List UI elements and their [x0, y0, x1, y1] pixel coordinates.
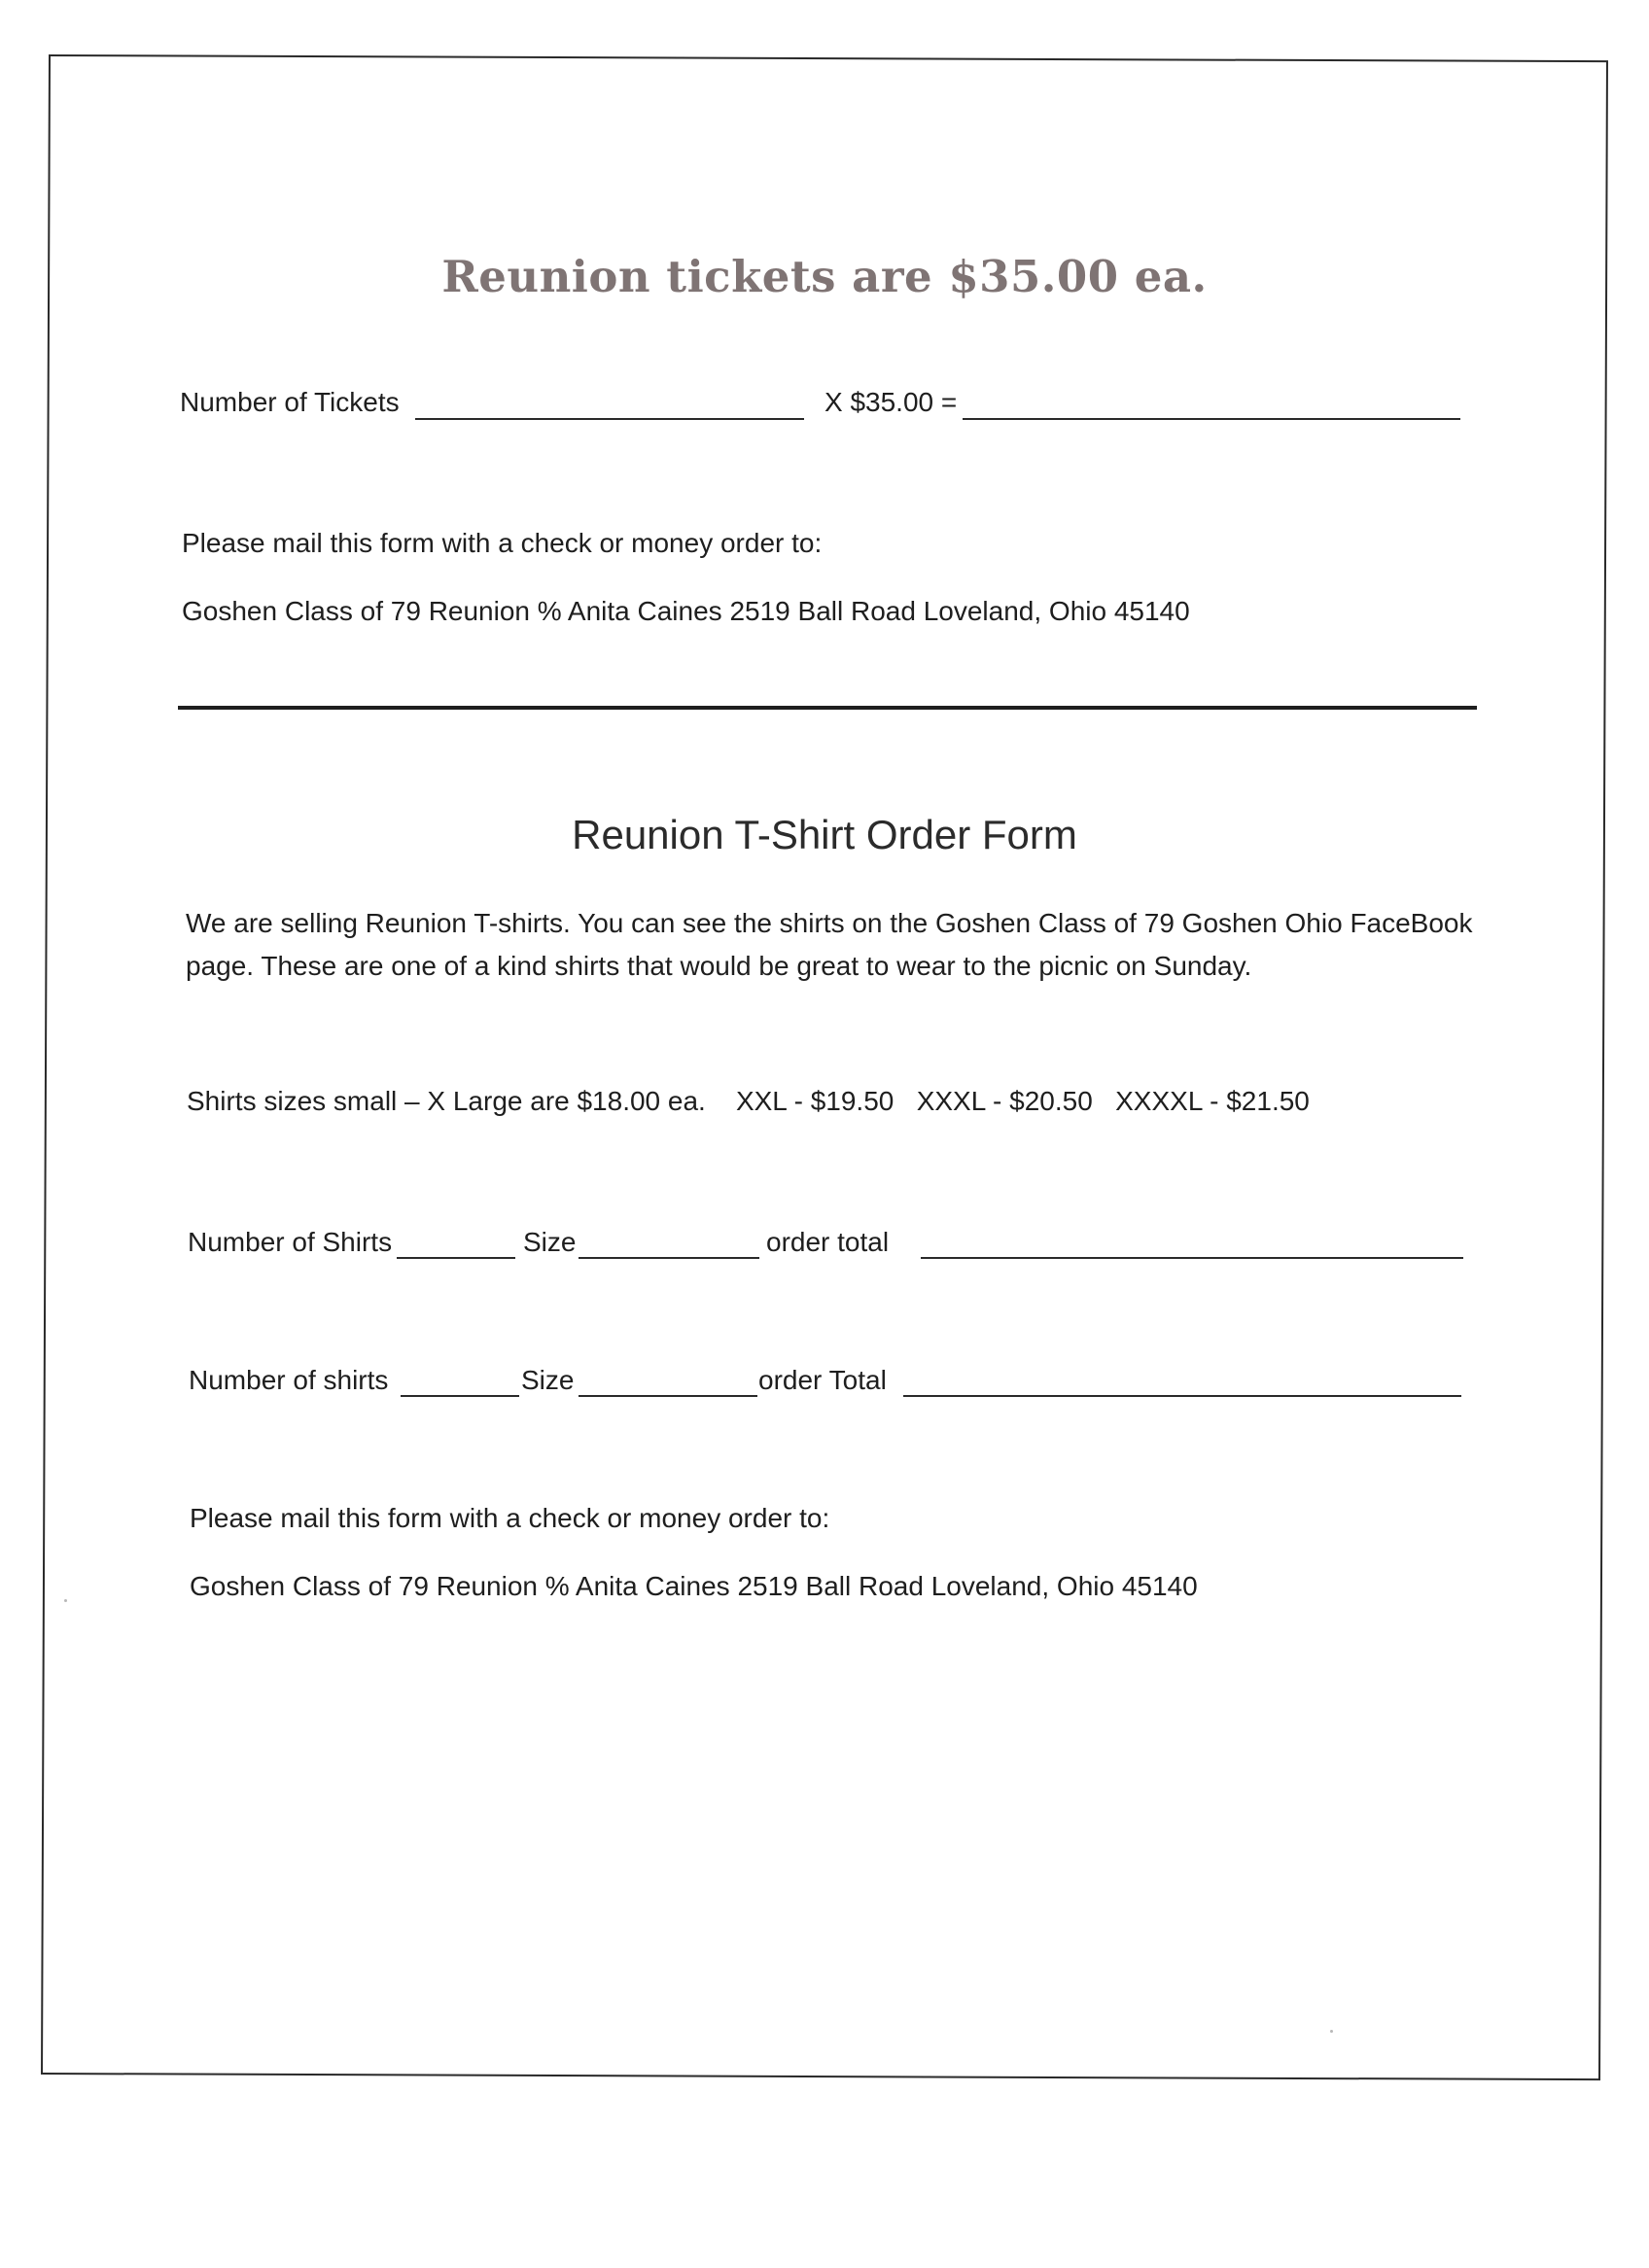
- row1-size-field[interactable]: [579, 1257, 759, 1259]
- number-of-tickets-label: Number of Tickets: [180, 387, 400, 417]
- tshirt-mail-instruction: Please mail this form with a check or money order to:: [190, 1503, 830, 1533]
- ticket-total-field[interactable]: [963, 418, 1460, 420]
- row1-order-total-field[interactable]: [921, 1257, 1463, 1259]
- tshirt-mailing-address: Goshen Class of 79 Reunion % Anita Caines 2519 Ball Road Loveland, Ohio 45140: [190, 1571, 1198, 1601]
- row2-size-label: Size: [521, 1365, 575, 1395]
- scan-speck: [64, 1599, 67, 1602]
- row2-order-total-label: order Total: [758, 1365, 887, 1395]
- tshirt-intro-paragraph: We are selling Reunion T-shirts. You can see the shirts on the Goshen Class of 79 Goshen Ohio FaceBook page. These are one of a kind shirts that would be great to wear to the picnic on Sunday.: [186, 908, 1473, 981]
- row1-number-of-shirts-label: Number of Shirts: [188, 1227, 393, 1257]
- ticket-price-multiplier-label: X $35.00 =: [824, 387, 958, 417]
- tickets-heading: Reunion tickets are $35.00 ea.: [441, 251, 1208, 302]
- row1-order-total-label: order total: [766, 1227, 890, 1257]
- row2-order-total-field[interactable]: [903, 1395, 1461, 1397]
- tshirt-heading: Reunion T-Shirt Order Form: [572, 812, 1077, 857]
- row2-number-of-shirts-label: Number of shirts: [189, 1365, 389, 1395]
- scan-speck: [1330, 2030, 1333, 2033]
- number-of-tickets-field[interactable]: [415, 418, 804, 420]
- section-divider: [178, 706, 1477, 710]
- row1-size-label: Size: [523, 1227, 577, 1257]
- row2-size-field[interactable]: [579, 1395, 757, 1397]
- tickets-mail-instruction: Please mail this form with a check or money order to:: [182, 528, 823, 558]
- row2-number-of-shirts-field[interactable]: [401, 1395, 519, 1397]
- page-border: [41, 54, 1608, 2080]
- tshirt-pricing: Shirts sizes small – X Large are $18.00 ea. XXL - $19.50 XXXL - $20.50 XXXXL - $21.50: [187, 1086, 1310, 1116]
- tickets-mailing-address: Goshen Class of 79 Reunion % Anita Caines 2519 Ball Road Loveland, Ohio 45140: [182, 596, 1190, 626]
- row1-number-of-shirts-field[interactable]: [397, 1257, 515, 1259]
